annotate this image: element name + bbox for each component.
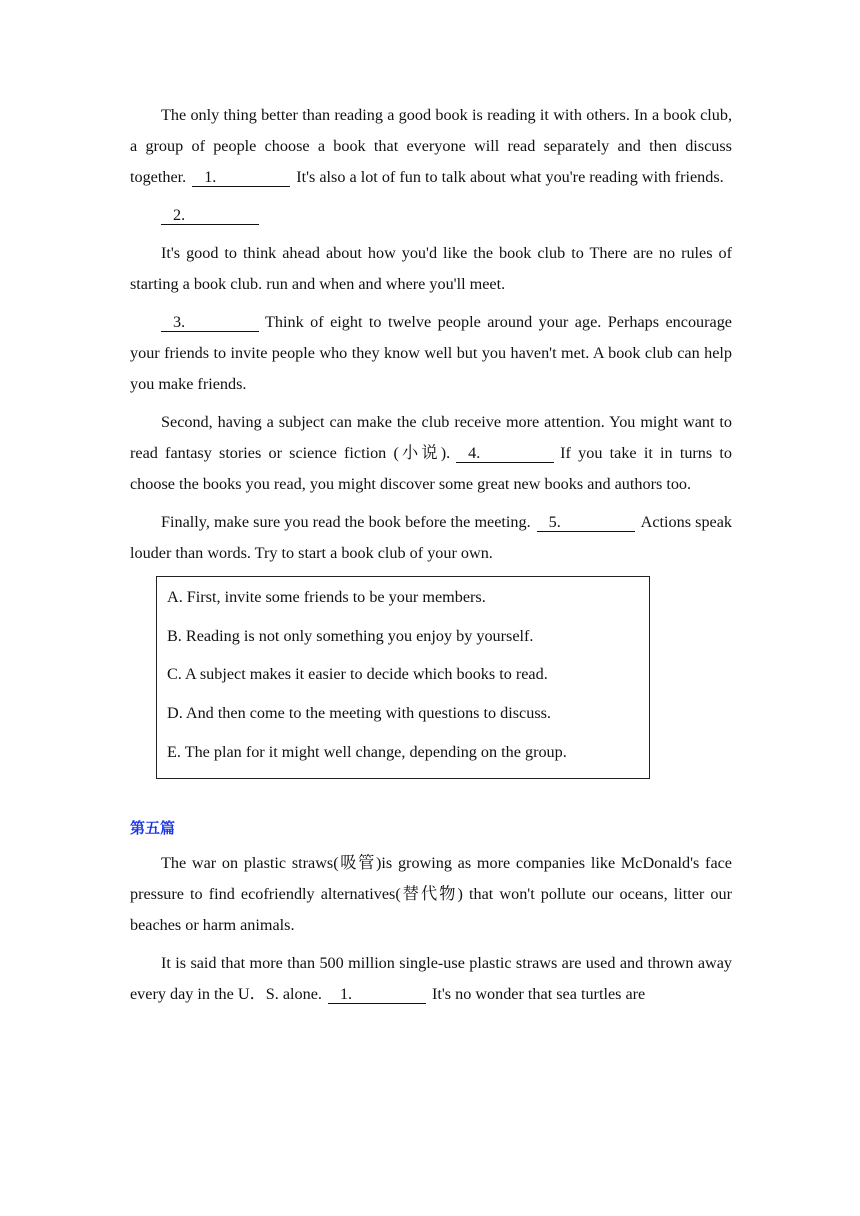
paragraph-text: The only thing better than reading a good book is reading it with others. In a book club, a group of people choose a book that everyone will read separately and then discuss together. <box>130 106 732 186</box>
answer-blank-5[interactable]: 5. <box>537 513 635 532</box>
option-e: E. The plan for it might well change, depending on the group. <box>167 742 567 761</box>
option-c: C. A subject makes it easier to decide which books to read. <box>167 665 548 684</box>
answer-blank-1[interactable]: 1. <box>328 985 426 1004</box>
paragraph-text: It's no wonder that sea turtles are <box>431 984 646 1003</box>
paragraph-text: It is said that more than 500 million single-use plastic straws are used and thrown away every day in the U．S. alone. <box>130 953 732 1003</box>
paragraph-text: It's good to think ahead about how you'd like the book club to There are no rules of starting a book club. run and when and where you'll meet. <box>130 244 732 293</box>
passage5-paragraph-2 <box>130 948 732 1010</box>
passage4-paragraph-3 <box>130 238 732 300</box>
answer-blank-4[interactable]: 4. <box>456 444 554 463</box>
document-page <box>130 100 732 1017</box>
paragraph-text: Think of eight to twelve people around your age. Perhaps encourage your friends to invite people who they know well but you haven't met. A book club can help you make friends. <box>130 313 732 393</box>
passage5-paragraph-1 <box>130 848 732 941</box>
paragraph-text: Finally, make sure you read the book before the meeting. <box>161 513 531 531</box>
section-heading: 第五篇 <box>130 818 176 837</box>
paragraph-text: The war on plastic straws(吸管)is growing as more companies like McDonald's face pressure to find ecofriendly alternatives(替代物) that won't pollute our oceans, litter our beaches or harm animals. <box>130 853 732 934</box>
passage4-paragraph-2 <box>130 200 732 231</box>
paragraph-text: Actions speak louder than words. Try to start a book club of your own. <box>130 513 732 562</box>
answer-blank-2[interactable]: 2. <box>161 206 259 225</box>
option-b: B. Reading is not only something you enjoy by yourself. <box>167 626 534 645</box>
options-box <box>156 576 650 779</box>
passage4-paragraph-5 <box>130 407 732 500</box>
paragraph-text: Second, having a subject can make the club receive more attention. You might want to read fantasy stories or science fiction (小说). <box>130 413 732 462</box>
paragraph-text: If you take it in turns to choose the books you read, you might discover some great new books and authors too. <box>130 444 732 493</box>
passage4-paragraph-6 <box>130 507 732 569</box>
answer-blank-1[interactable]: 1. <box>192 168 290 187</box>
passage4-paragraph-4 <box>130 307 732 400</box>
passage4-paragraph-1 <box>130 100 732 193</box>
option-d: D. And then come to the meeting with questions to discuss. <box>167 704 551 723</box>
answer-blank-3[interactable]: 3. <box>161 313 259 332</box>
option-a: A. First, invite some friends to be your members. <box>167 588 486 606</box>
paragraph-text: It's also a lot of fun to talk about what you're reading with friends. <box>296 168 724 186</box>
